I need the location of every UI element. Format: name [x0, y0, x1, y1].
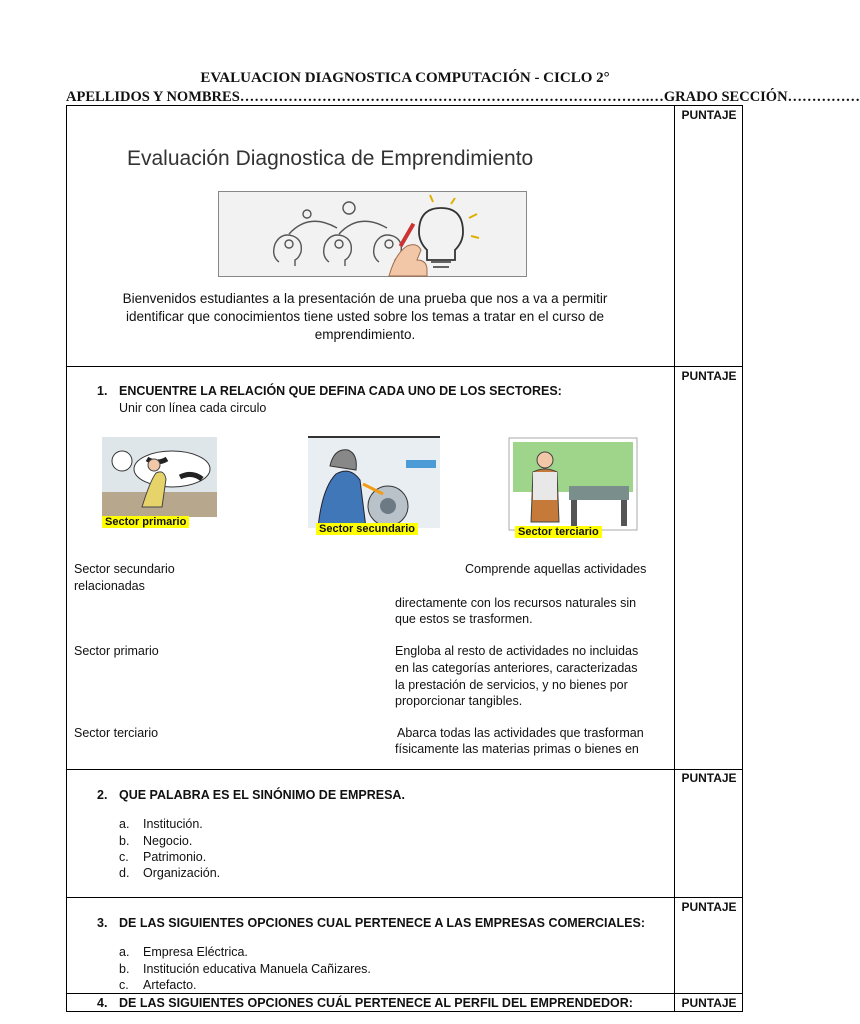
question-3-number: 3. [97, 916, 108, 930]
match-right-line: la prestación de servicios, y no bienes por [395, 678, 628, 692]
question-1-instruction: Unir con línea cada circulo [119, 401, 267, 415]
match-right-line: que estos se trasformen. [395, 612, 533, 626]
match-right-line: directamente con los recursos naturales sin [395, 596, 637, 610]
match-right-line: Comprende aquellas actividades [465, 562, 647, 576]
match-left-item: relacionadas [74, 579, 145, 593]
secondary-sector-image [308, 436, 440, 541]
match-right-line: en las categorías anteriores, caracterizadas [395, 661, 638, 675]
lightbulb-illustration [218, 191, 527, 277]
question-2-text: QUE PALABRA ES EL SINÓNIMO DE EMPRESA. [119, 788, 405, 802]
question-1-number: 1. [97, 384, 108, 398]
primary-sector-label: Sector primario [102, 516, 189, 528]
tertiary-sector-image [509, 438, 637, 543]
puntaje-label: PUNTAJE [681, 996, 737, 1010]
primary-sector-image [102, 437, 217, 535]
question-1-text: ENCUENTRE LA RELACIÓN QUE DEFINA CADA UNO DE LOS SECTORES: [119, 384, 562, 398]
match-right-line: proporcionar tangibles. [395, 694, 523, 708]
option-item: a. Empresa Eléctrica. [119, 945, 248, 959]
intro-text: Bienvenidos estudiantes a la presentación de una prueba que nos a va a permitir identificar que conocimientos tiene usted sobre los temas a tratar en el curso de emprendimiento. [122, 291, 608, 342]
question-4-number: 4. [97, 996, 108, 1010]
match-left-item: Sector terciario [74, 726, 159, 740]
option-item: c. Artefacto. [119, 978, 197, 992]
option-item: d. Organización. [119, 866, 221, 880]
match-left-item: Sector primario [74, 644, 159, 658]
option-item: b. Institución educativa Manuela Cañizares. [119, 962, 371, 976]
puntaje-label: PUNTAJE [681, 900, 737, 914]
option-item: a. Institución. [119, 817, 203, 831]
option-item: c. Patrimonio. [119, 850, 207, 864]
match-right-line: Abarca todas las actividades que trasforman [397, 726, 644, 740]
match-right-line: físicamente las materias primas o bienes en [395, 742, 639, 756]
puntaje-label: PUNTAJE [681, 108, 737, 122]
match-left-item: Sector secundario [74, 562, 175, 576]
question-4-text: DE LAS SIGUIENTES OPCIONES CUÁL PERTENECE AL PERFIL DEL EMPRENDEDOR: [119, 996, 633, 1010]
question-2-number: 2. [97, 788, 108, 802]
student-info-line: APELLIDOS Y NOMBRES………………………………………………………………………….…GRADO SECCIÓN…………… [66, 89, 860, 105]
tertiary-sector-label: Sector terciario [515, 526, 602, 538]
intro-title: Evaluación Diagnostica de Emprendimiento [127, 147, 534, 170]
secondary-sector-label: Sector secundario [316, 523, 418, 535]
option-item: b. Negocio. [119, 834, 193, 848]
puntaje-label: PUNTAJE [681, 771, 737, 785]
match-right-line: Engloba al resto de actividades no incluidas [395, 644, 639, 658]
document-title: EVALUACION DIAGNOSTICA COMPUTACIÓN - CICLO 2° [200, 70, 610, 86]
puntaje-label: PUNTAJE [681, 369, 737, 383]
question-3-text: DE LAS SIGUIENTES OPCIONES CUAL PERTENECE A LAS EMPRESAS COMERCIALES: [119, 916, 645, 930]
